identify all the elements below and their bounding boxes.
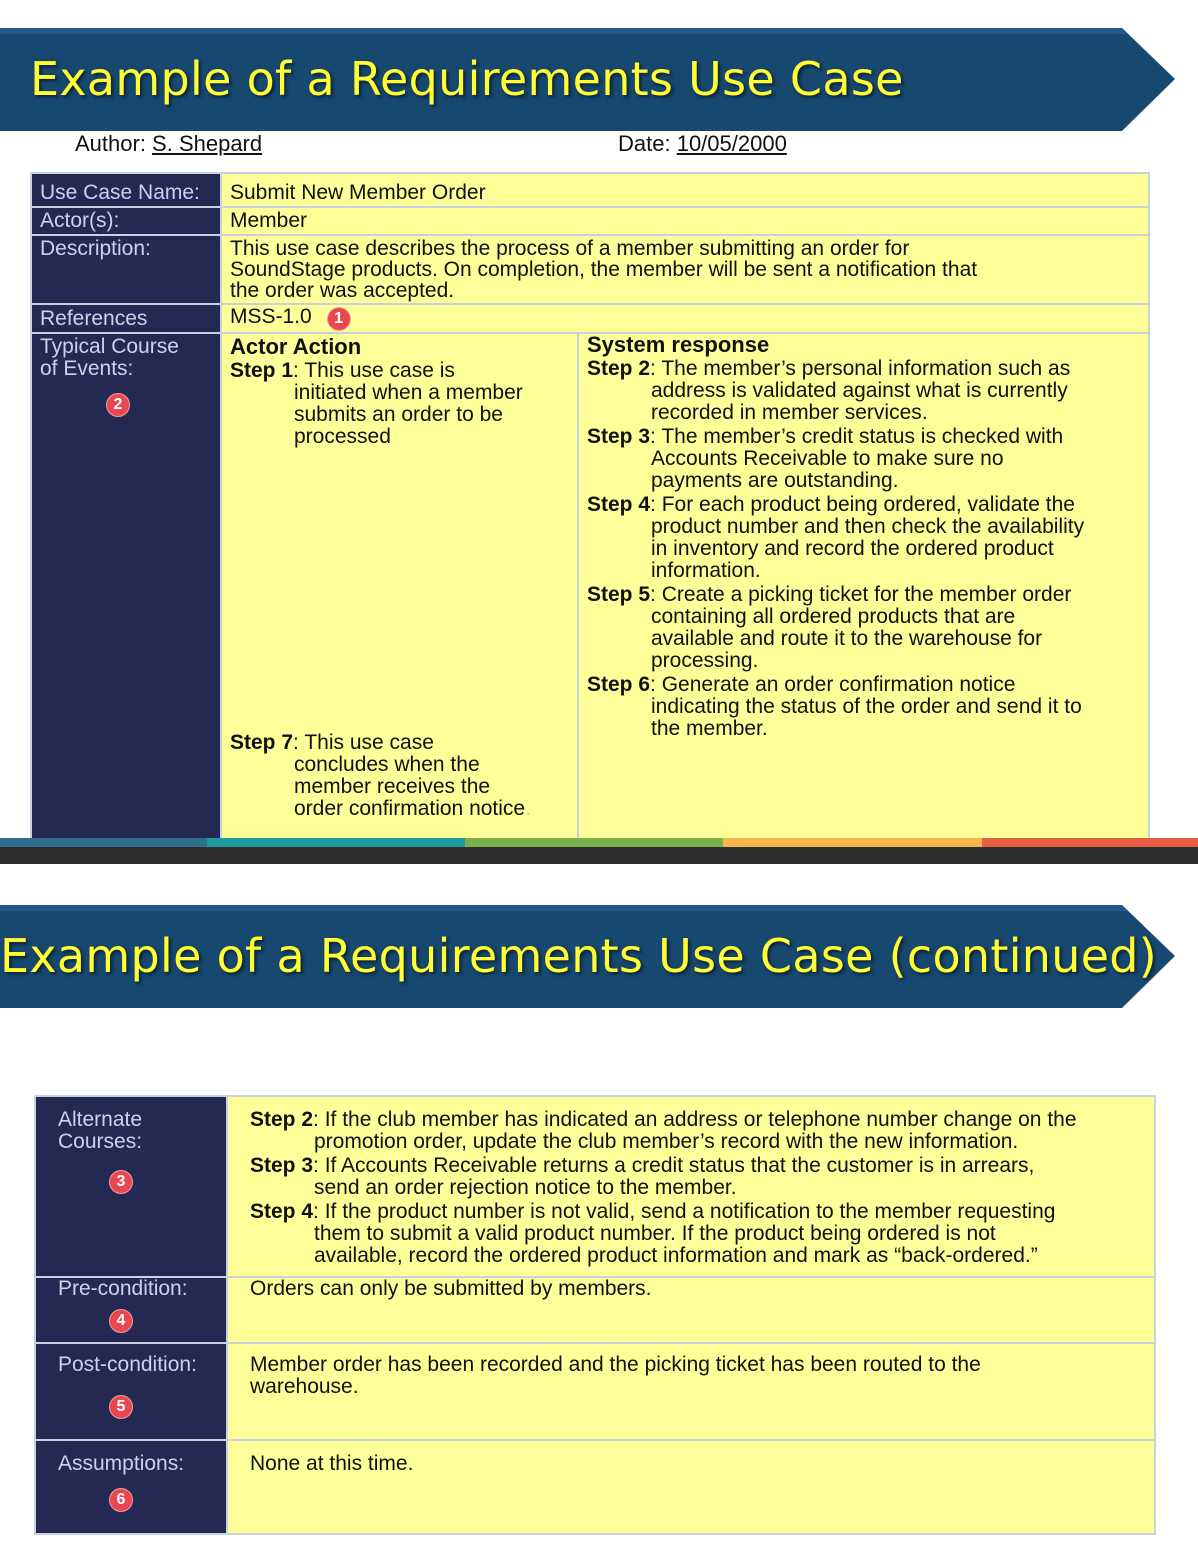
actors-value: Member [221, 207, 1149, 235]
system-step-5: Step 5: Create a picking ticket for the member order containing all ordered products that are available and route it to the warehouse for processing. [587, 583, 1072, 672]
use-case-name-value: Submit New Member Order [221, 173, 1149, 207]
actors-label: Actor(s): [31, 207, 221, 235]
alternate-courses-value [227, 1096, 1155, 1277]
date-line [618, 131, 787, 157]
use-case-table [30, 172, 1150, 848]
references-value: MSS-1.0 1 [221, 304, 1149, 333]
callout-badge-2: 2 [107, 394, 129, 416]
description-value: This use case describes the process of a member submitting an order for SoundStage products. On completion, the member will be sent a notification that the order was accepted. [221, 235, 1149, 304]
date-value: 10/05/2000 [676, 131, 787, 156]
assumptions-value: None at this time. [227, 1440, 1155, 1534]
actor-action-heading: Actor Action [230, 334, 362, 359]
actor-step-1: Step 1: This use case is initiated when a member submits an order to be processed [230, 359, 523, 448]
typical-course-label: Typical Course of Events: 2 [31, 333, 221, 847]
actor-step-7: Step 7: This use case concludes when the member receives the order confirmation notice. [230, 731, 531, 820]
system-step-6: Step 6: Generate an order confirmation notice indicating the status of the order and send it to the member. [587, 673, 1082, 740]
alt-step-3: Step 3: If Accounts Receivable returns a credit status that the customer is in arrears, send an order rejection notice to the member. [250, 1154, 1035, 1199]
stripe-segment-orange [723, 838, 982, 847]
system-response-heading: System response [587, 332, 770, 357]
assumptions-label: Assumptions: 6 [35, 1440, 227, 1534]
stripe-segment-blue [0, 838, 207, 847]
callout-badge-6: 6 [110, 1489, 132, 1511]
alt-step-4: Step 4: If the product number is not valid, send a notification to the member requesting them to submit a valid product number. If the product being ordered is not available, record the ordered product information and mark as “back-ordered.” [250, 1200, 1056, 1267]
stripe-segment-teal [207, 838, 465, 847]
slide-divider-stripe [0, 838, 1198, 864]
page-title: Example of a Requirements Use Case [30, 52, 904, 106]
author-line [75, 131, 262, 157]
callout-badge-1: 1 [328, 308, 350, 330]
actor-action-cell [221, 333, 578, 847]
use-case-name-label: Use Case Name: [31, 173, 221, 207]
stripe-segment-red [982, 838, 1198, 847]
stripe-segment-green [465, 838, 723, 847]
stripe-dark-bar [0, 847, 1198, 864]
alternate-courses-label: Alternate Courses: 3 [35, 1096, 227, 1277]
system-step-4: Step 4: For each product being ordered, validate the product number and then check the availability in inventory and record the ordered product information. [587, 493, 1085, 582]
system-step-2: Step 2: The member’s personal information such as address is validated against what is currently recorded in member services. [587, 357, 1071, 424]
description-label: Description: [31, 235, 221, 304]
callout-badge-3: 3 [110, 1171, 132, 1193]
title-banner-continued [0, 905, 1198, 1008]
pre-condition-value: Orders can only be submitted by members. [227, 1277, 1155, 1343]
system-step-3: Step 3: The member’s credit status is checked with Accounts Receivable to make sure no payments are outstanding. [587, 425, 1064, 492]
page-title-continued: Example of a Requirements Use Case (continued) [0, 929, 1158, 983]
post-condition-label: Post-condition: 5 [35, 1343, 227, 1440]
system-response-cell [578, 333, 1149, 847]
author-value: S. Shepard [152, 131, 263, 156]
alt-step-2: Step 2: If the club member has indicated an address or telephone number change on the promotion order, update the club member’s record with the new information. [250, 1108, 1077, 1153]
callout-badge-4: 4 [110, 1310, 132, 1332]
post-condition-value: Member order has been recorded and the picking ticket has been routed to the warehouse. [227, 1343, 1155, 1440]
title-banner [0, 28, 1198, 131]
callout-badge-5: 5 [110, 1396, 132, 1418]
pre-condition-label: Pre-condition: 4 [35, 1277, 227, 1343]
references-label: References [31, 304, 221, 333]
author-label: Author: [75, 131, 153, 156]
date-label: Date: [618, 131, 677, 156]
use-case-table-continued [34, 1095, 1156, 1535]
